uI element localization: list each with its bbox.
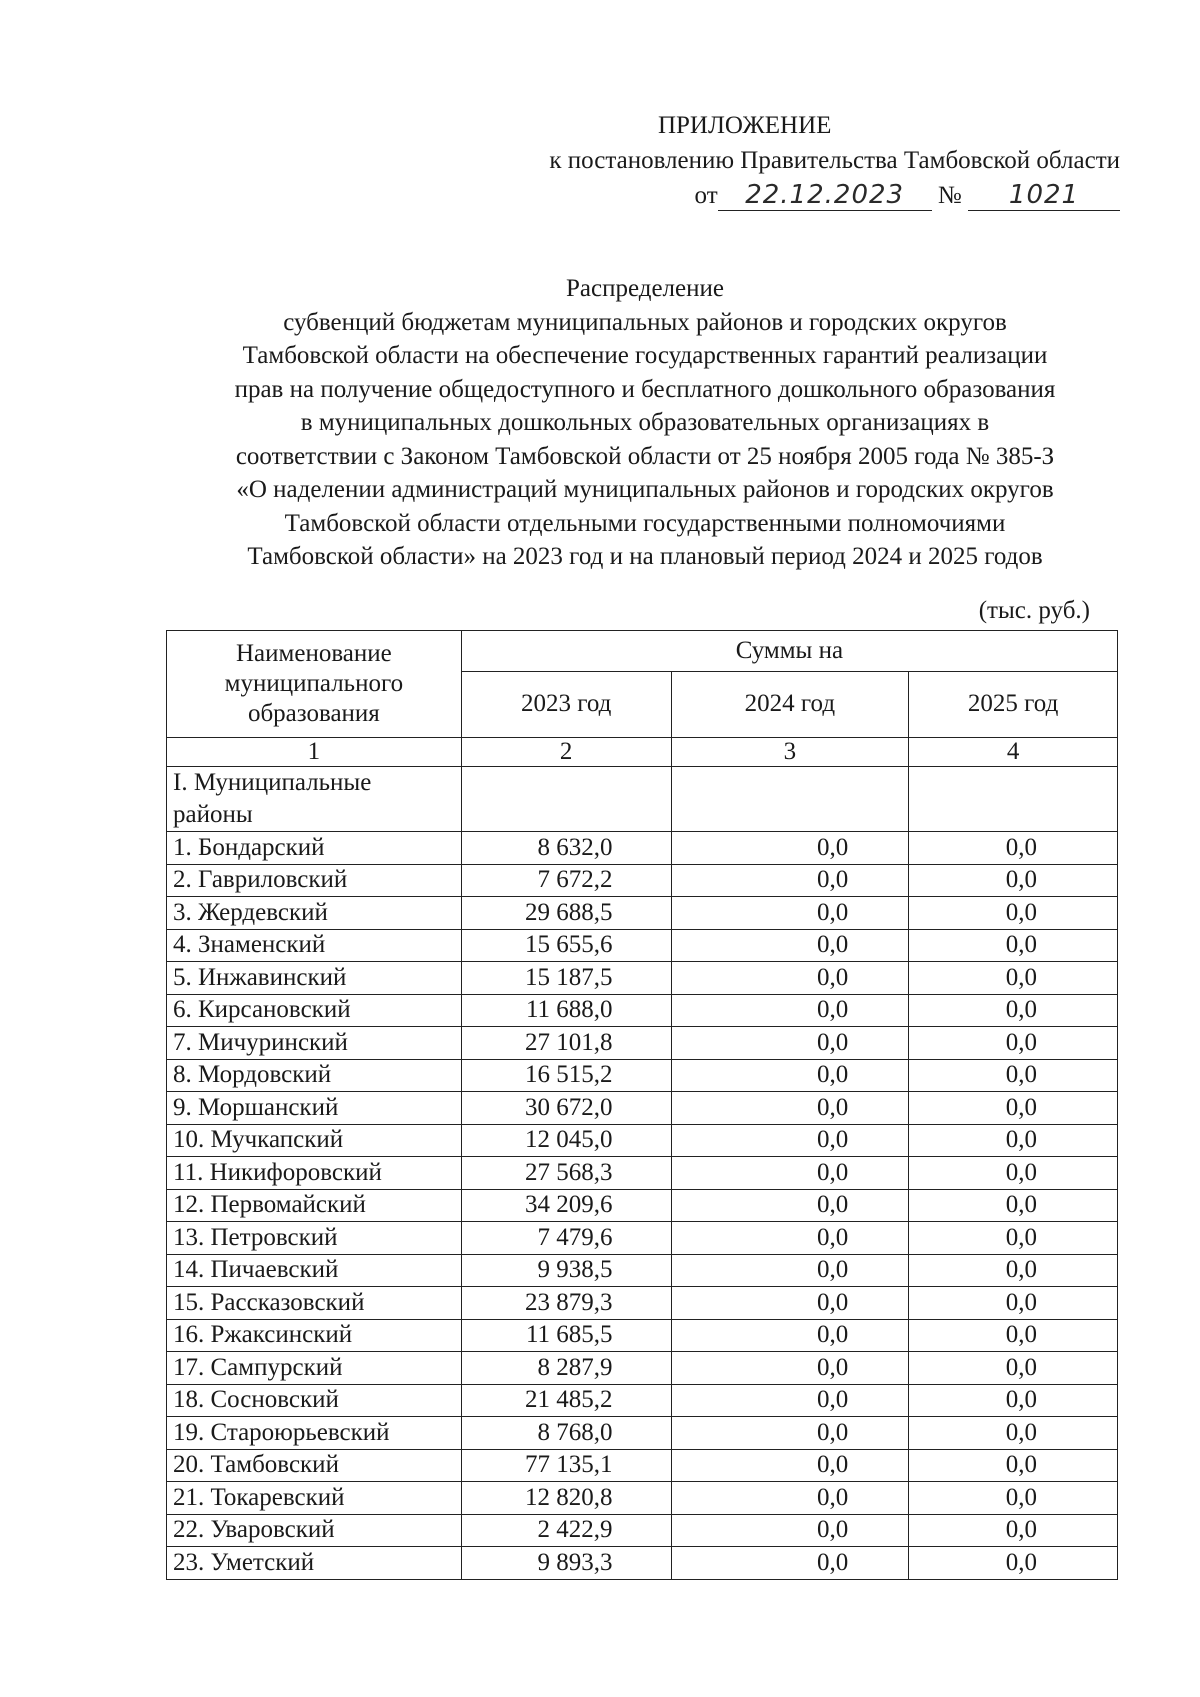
amount-2025: 0,0 xyxy=(909,962,1118,995)
amount-2024: 0,0 xyxy=(671,1417,909,1450)
amount-2024: 0,0 xyxy=(671,1384,909,1417)
amount-2023: 21 485,2 xyxy=(461,1384,671,1417)
amount-2025: 0,0 xyxy=(909,1352,1118,1385)
amount-2025: 0,0 xyxy=(909,1124,1118,1157)
table-row xyxy=(167,1254,1118,1287)
table-row xyxy=(167,1384,1118,1417)
amount-2023: 8 287,9 xyxy=(461,1352,671,1385)
amount-2023: 2 422,9 xyxy=(461,1514,671,1547)
amount-2024: 0,0 xyxy=(671,1254,909,1287)
from-label: от xyxy=(694,182,718,209)
amount-2023: 7 479,6 xyxy=(461,1222,671,1255)
amount-2024: 0,0 xyxy=(671,1059,909,1092)
amount-2024: 0,0 xyxy=(671,1547,909,1580)
municipality-name: 21. Токаревский xyxy=(167,1482,462,1515)
municipality-name: 23. Уметский xyxy=(167,1547,462,1580)
amount-2025: 0,0 xyxy=(909,1254,1118,1287)
amount-2024: 0,0 xyxy=(671,832,909,865)
amount-2024: 0,0 xyxy=(671,864,909,897)
amount-2023: 27 101,8 xyxy=(461,1027,671,1060)
unit-label: (тыс. руб.) xyxy=(978,597,1090,624)
amount-2023: 27 568,3 xyxy=(461,1157,671,1190)
amount-2024: 0,0 xyxy=(671,994,909,1027)
empty-cell xyxy=(909,767,1118,832)
amount-2023: 11 688,0 xyxy=(461,994,671,1027)
table-row xyxy=(167,1352,1118,1385)
amount-2024: 0,0 xyxy=(671,1222,909,1255)
amount-2025: 0,0 xyxy=(909,1449,1118,1482)
table-row xyxy=(167,962,1118,995)
title-line: Тамбовской области на обеспечение государственных гарантий реализации xyxy=(242,342,1048,369)
amount-2024: 0,0 xyxy=(671,1189,909,1222)
amount-2025: 0,0 xyxy=(909,1417,1118,1450)
amount-2024: 0,0 xyxy=(671,1027,909,1060)
municipality-name: 16. Ржаксинский xyxy=(167,1319,462,1352)
amount-2025: 0,0 xyxy=(909,1482,1118,1515)
column-index: 1 xyxy=(167,738,462,767)
table-row xyxy=(167,994,1118,1027)
amount-2025: 0,0 xyxy=(909,1157,1118,1190)
amount-2024: 0,0 xyxy=(671,1124,909,1157)
amount-2024: 0,0 xyxy=(671,929,909,962)
table-row xyxy=(167,1287,1118,1320)
amount-2024: 0,0 xyxy=(671,962,909,995)
appendix-title: ПРИЛОЖЕНИЕ xyxy=(657,112,832,139)
municipality-name: 15. Рассказовский xyxy=(167,1287,462,1320)
amount-2024: 0,0 xyxy=(671,1352,909,1385)
amount-2025: 0,0 xyxy=(909,1287,1118,1320)
appendix-reference: к постановлению Правительства Тамбовской области xyxy=(549,147,1120,174)
handwritten-date: 22.12.2023 xyxy=(718,180,932,211)
table-row xyxy=(167,832,1118,865)
title-line: Тамбовской области» на 2023 год и на плановый период 2024 и 2025 годов xyxy=(247,543,1043,570)
amount-2025: 0,0 xyxy=(909,1384,1118,1417)
handwritten-number: 1021 xyxy=(968,180,1120,211)
municipality-name: 20. Тамбовский xyxy=(167,1449,462,1482)
empty-cell xyxy=(461,767,671,832)
amount-2023: 23 879,3 xyxy=(461,1287,671,1320)
appendix-header xyxy=(549,108,1120,213)
title-line: «О наделении администраций муниципальных районов и городских округов xyxy=(236,476,1054,503)
distribution-table xyxy=(166,630,1118,1580)
amount-2025: 0,0 xyxy=(909,1059,1118,1092)
amount-2023: 30 672,0 xyxy=(461,1092,671,1125)
header-year-2025: 2025 год xyxy=(909,671,1118,737)
table-row xyxy=(167,1189,1118,1222)
amount-2023: 15 655,6 xyxy=(461,929,671,962)
amount-2025: 0,0 xyxy=(909,994,1118,1027)
number-label: № xyxy=(937,182,962,209)
header-municipality: Наименование муниципального образования xyxy=(167,631,462,738)
table-row xyxy=(167,897,1118,930)
amount-2025: 0,0 xyxy=(909,1319,1118,1352)
amount-2023: 34 209,6 xyxy=(461,1189,671,1222)
table-row xyxy=(167,1092,1118,1125)
municipality-name: 22. Уваровский xyxy=(167,1514,462,1547)
amount-2024: 0,0 xyxy=(671,897,909,930)
amount-2025: 0,0 xyxy=(909,1189,1118,1222)
column-index: 4 xyxy=(909,738,1118,767)
municipality-name: 9. Моршанский xyxy=(167,1092,462,1125)
amount-2025: 0,0 xyxy=(909,1547,1118,1580)
municipality-name: 1. Бондарский xyxy=(167,832,462,865)
amount-2023: 16 515,2 xyxy=(461,1059,671,1092)
section-row xyxy=(167,767,1118,832)
amount-2025: 0,0 xyxy=(909,1027,1118,1060)
amount-2025: 0,0 xyxy=(909,832,1118,865)
municipality-name: 5. Инжавинский xyxy=(167,962,462,995)
table-row xyxy=(167,1059,1118,1092)
table-row xyxy=(167,1417,1118,1450)
municipality-name: 12. Первомайский xyxy=(167,1189,462,1222)
table-row xyxy=(167,1449,1118,1482)
municipality-name: 2. Гавриловский xyxy=(167,864,462,897)
amount-2025: 0,0 xyxy=(909,1514,1118,1547)
table-row xyxy=(167,1319,1118,1352)
municipality-name: 3. Жердевский xyxy=(167,897,462,930)
header-sums: Суммы на xyxy=(461,631,1117,672)
municipality-name: 8. Мордовский xyxy=(167,1059,462,1092)
amount-2024: 0,0 xyxy=(671,1319,909,1352)
column-index: 3 xyxy=(671,738,909,767)
table-row xyxy=(167,1124,1118,1157)
municipality-name: 18. Сосновский xyxy=(167,1384,462,1417)
title-line: прав на получение общедоступного и бесплатного дошкольного образования xyxy=(234,375,1056,403)
document-title xyxy=(150,272,1140,574)
table-row xyxy=(167,1222,1118,1255)
municipality-name: 6. Кирсановский xyxy=(167,994,462,1027)
title-line: в муниципальных дошкольных образовательных организациях в xyxy=(300,409,990,436)
amount-2024: 0,0 xyxy=(671,1482,909,1515)
header-year-2023: 2023 год xyxy=(461,671,671,737)
amount-2025: 0,0 xyxy=(909,929,1118,962)
title-line: Тамбовской области отдельными государственными полномочиями xyxy=(284,509,1006,537)
amount-2023: 11 685,5 xyxy=(461,1319,671,1352)
amount-2024: 0,0 xyxy=(671,1449,909,1482)
municipality-name: 4. Знаменский xyxy=(167,929,462,962)
table-row xyxy=(167,864,1118,897)
amount-2023: 15 187,5 xyxy=(461,962,671,995)
amount-2025: 0,0 xyxy=(909,864,1118,897)
empty-cell xyxy=(671,767,909,832)
table-row xyxy=(167,1514,1118,1547)
amount-2023: 8 632,0 xyxy=(461,832,671,865)
amount-2023: 7 672,2 xyxy=(461,864,671,897)
municipality-name: 7. Мичуринский xyxy=(167,1027,462,1060)
amount-2023: 29 688,5 xyxy=(461,897,671,930)
table-row xyxy=(167,1482,1118,1515)
amount-2023: 9 938,5 xyxy=(461,1254,671,1287)
title-line: Распределение xyxy=(566,275,724,302)
amount-2023: 12 820,8 xyxy=(461,1482,671,1515)
amount-2023: 9 893,3 xyxy=(461,1547,671,1580)
column-index-row xyxy=(167,738,1118,767)
municipality-name: 13. Петровский xyxy=(167,1222,462,1255)
amount-2024: 0,0 xyxy=(671,1092,909,1125)
amount-2024: 0,0 xyxy=(671,1514,909,1547)
amount-2023: 8 768,0 xyxy=(461,1417,671,1450)
municipality-name: 17. Сампурский xyxy=(167,1352,462,1385)
amount-2025: 0,0 xyxy=(909,897,1118,930)
title-line: субвенций бюджетам муниципальных районов и городских округов xyxy=(283,308,1007,336)
table-row xyxy=(167,1157,1118,1190)
amount-2025: 0,0 xyxy=(909,1222,1118,1255)
table-row xyxy=(167,1547,1118,1580)
amount-2024: 0,0 xyxy=(671,1157,909,1190)
table-row xyxy=(167,929,1118,962)
municipality-name: 11. Никифоровский xyxy=(167,1157,462,1190)
municipality-name: 19. Староюрьевский xyxy=(167,1417,462,1450)
title-line: соответствии с Законом Тамбовской области от 25 ноября 2005 года № 385-З xyxy=(235,442,1055,470)
section-title: I. Муниципальные районы xyxy=(167,767,462,832)
municipality-name: 10. Мучкапский xyxy=(167,1124,462,1157)
column-index: 2 xyxy=(461,738,671,767)
amount-2023: 77 135,1 xyxy=(461,1449,671,1482)
municipality-name: 14. Пичаевский xyxy=(167,1254,462,1287)
amount-2025: 0,0 xyxy=(909,1092,1118,1125)
table-row xyxy=(167,1027,1118,1060)
decree-date-number xyxy=(549,178,1120,213)
amount-2023: 12 045,0 xyxy=(461,1124,671,1157)
header-year-2024: 2024 год xyxy=(671,671,909,737)
amount-2024: 0,0 xyxy=(671,1287,909,1320)
